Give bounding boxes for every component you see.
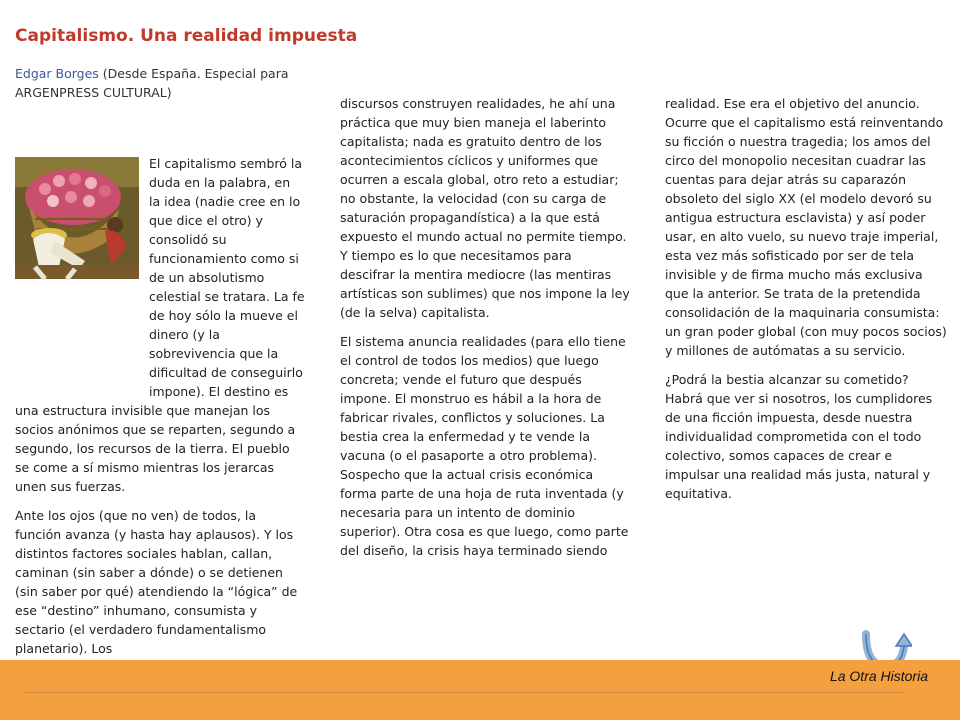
paragraph: El capitalismo sembró la duda en la palabra, en la idea (nadie cree en lo que dice el otro) y consolidó su funcionamiento como si de un absolutismo celestial se tratara. La fe de hoy sólo la mueve el dinero (y la sobrevivencia que la dificultad de conseguirlo impone). El destino es una estructura invisible que manejan los socios anónimos que se reparten, segundo a segundo, los recursos de la tierra. El pueblo se come a sí mismo mientras los jerarcas unen sus fuerzas. [15,156,305,494]
paragraph: realidad. Ese era el objetivo del anuncio. Ocurre que el capitalismo está reinventando su ficción o nuestra tragedia; los amos del circo del monopolio necesitan cuadrar las cuentas para dejar atrás su caparazón obsoleto del siglo XX (el modelo devoró su antigua estructura esclavista) y así poder usar, en alto vuelo, su nuevo traje imperial, esta vez más sofisticado por ser de tela invisible y de firma mucho más exclusiva que la anterior. Se trata de la pretendida consolidación de la maquinaria consumista: un gran poder global (con muy pocos socios) y millones de autómatas a su servicio. [665,96,947,358]
footer-label: La Otra Historia [829,668,928,684]
article-title: Capitalismo. Una realidad impuesta [15,26,358,46]
footer-bar [0,660,960,720]
flower-carrier-painting [15,157,139,385]
paragraph: El sistema anuncia realidades (para ello tiene el control de todos los medios) que luego concreta; vende el futuro que después impone. El monstruo es hábil a la hora de fabricar rivales, conflictos y soluciones. La bestia crea la enfermedad y te vende la vacuna (o el pasaporte a otro problema). Sospecho que la actual crisis económica forma parte de una hoja de ruta inventada (y necesaria para un intento de dominio superior). Otra cosa es que luego, como parte del diseño, la crisis haya terminado siendo [340,334,629,558]
footer-divider [25,692,905,693]
byline [15,64,315,102]
byline-source: (Desde España. Especial para ARGENPRESS CULTURAL) [15,66,289,100]
paragraph: Ante los ojos (que no ven) de todos, la función avanza (y hasta hay aplausos). Y los distintos factores sociales hablan, callan, caminan (sin saber a dónde) o se detienen (sin saber por qué) atendiendo la “lógica” de ese “destino” inhumano, consumista y sectario (el verdadero fundamentalismo planetario). Los [15,508,298,656]
article-column-3 [665,94,950,513]
paragraph: discursos construyen realidades, he ahí una práctica que muy bien maneja el laberinto capitalista; nada es gratuito dentro de los acontecimientos cíclicos y uniformes que ocurren a escala global, otro reto a estudiar; no obstante, la velocidad (con su carga de saturación propagandística) a la que está expuesto el mundo actual no permite tiempo. Y tiempo es lo que necesitamos para descifrar la mentira mediocre (las mentiras artísticas son sublimes) que nos impone la ley (de la selva) capitalista. [340,96,630,320]
article-column-2 [340,94,630,570]
article-column-1 [15,154,305,668]
paragraph: ¿Podrá la bestia alcanzar su cometido? Habrá que ver si nosotros, los cumplidores de una ficción impuesta, desde nuestra individualidad comprometida con el todo colectivo, somos capaces de crear e impulsar una realidad más justa, natural y equitativa. [665,372,933,501]
author-name: Edgar Borges [15,66,99,81]
